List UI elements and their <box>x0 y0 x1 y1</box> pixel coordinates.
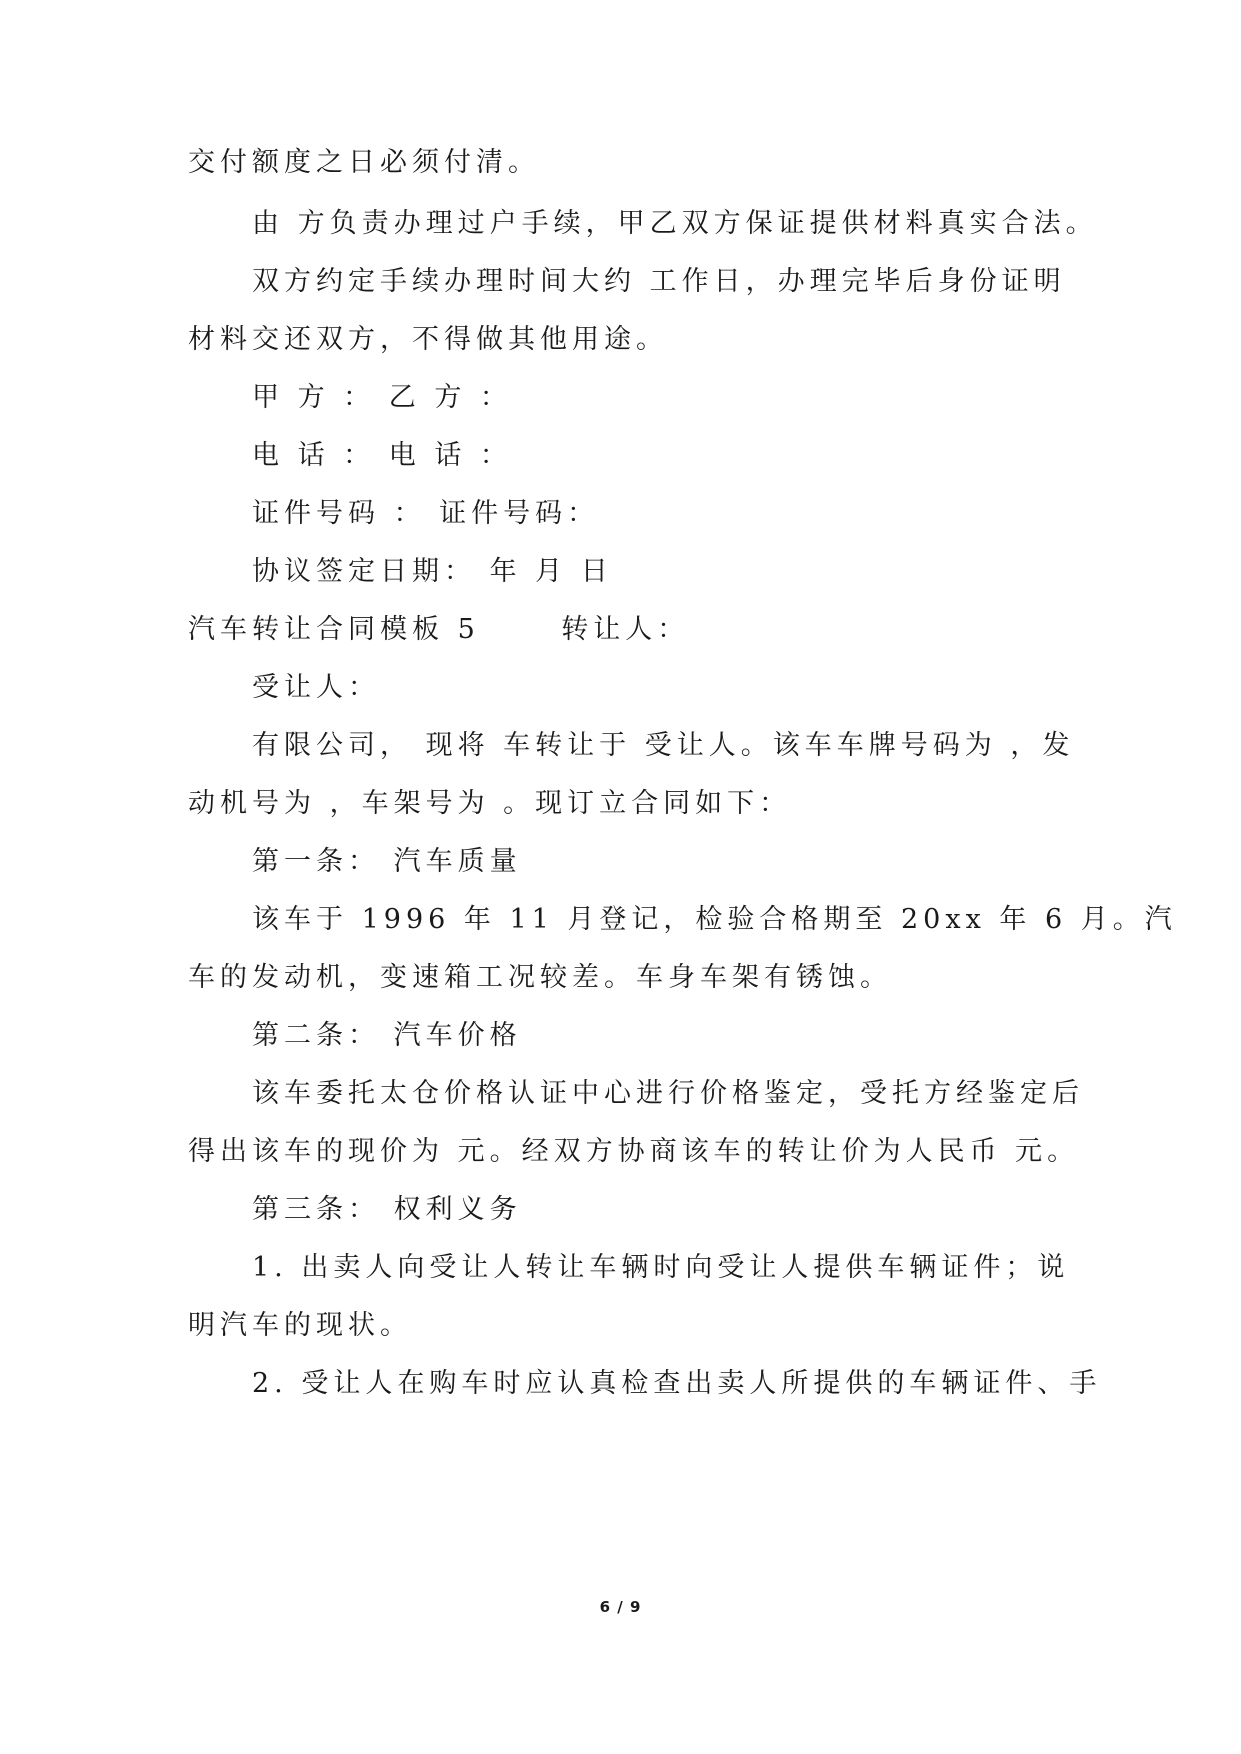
paragraph-line: 双方约定手续办理时间大约 工作日，办理完毕后身份证明 <box>252 266 1066 297</box>
article-heading: 第三条： 权利义务 <box>252 1194 522 1225</box>
list-item-line: 1. 出卖人向受让人转让车辆时向受让人提供车辆证件；说 <box>252 1252 1070 1283</box>
paragraph-line: 受让人： <box>252 672 380 703</box>
signature-date-line: 协议签定日期： 年 月 日 <box>252 556 613 587</box>
article-heading: 第一条： 汽车质量 <box>252 846 522 877</box>
article-heading: 第二条： 汽车价格 <box>252 1020 522 1051</box>
paragraph-line: 交付额度之日必须付清。 <box>188 147 540 178</box>
paragraph-line: 得出该车的现价为 元。经双方协商该车的转让价为人民币 元。 <box>188 1136 1080 1167</box>
section-heading: 汽车转让合同模板 5 转让人： <box>188 614 690 645</box>
signature-phone-line: 电 话 ： 电 话 ： <box>252 440 512 471</box>
page-number: 6 / 9 <box>599 1598 642 1616</box>
paragraph-line: 动机号为 ，车架号为 。现订立合同如下： <box>188 788 792 819</box>
paragraph-line: 有限公司， 现将 车转让于 受让人。该车车牌号码为 ，发 <box>252 730 1075 761</box>
signature-party-line: 甲 方 ： 乙 方 ： <box>252 382 512 413</box>
list-item-line: 2. 受让人在购车时应认真检查出卖人所提供的车辆证件、手 <box>252 1368 1102 1399</box>
list-item-line: 明汽车的现状。 <box>188 1310 412 1341</box>
paragraph-line: 该车于 1996 年 11 月登记，检验合格期至 20xx 年 6 月。汽 <box>252 904 1177 935</box>
paragraph-line: 由 方负责办理过户手续，甲乙双方保证提供材料真实合法。 <box>252 208 1098 239</box>
signature-id-line: 证件号码 ： 证件号码： <box>252 498 600 529</box>
paragraph-line: 该车委托太仓价格认证中心进行价格鉴定，受托方经鉴定后 <box>252 1078 1084 1109</box>
paragraph-line: 材料交还双方，不得做其他用途。 <box>188 324 668 355</box>
paragraph-line: 车的发动机，变速箱工况较差。车身车架有锈蚀。 <box>188 962 892 993</box>
